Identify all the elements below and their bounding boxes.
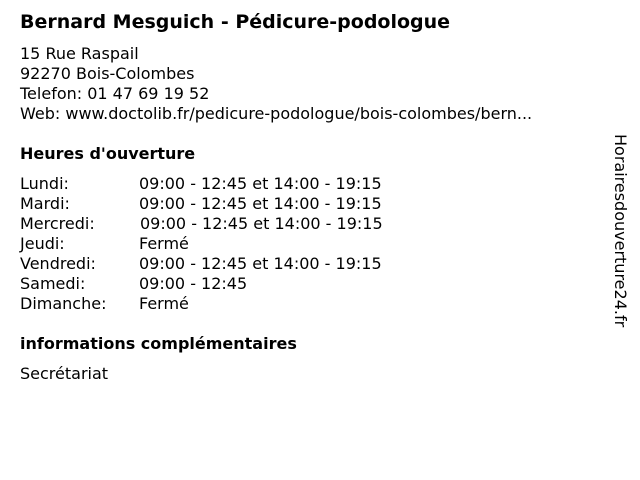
additional-info-text: Secrétariat	[20, 364, 109, 383]
day-label: Vendredi:	[20, 254, 96, 273]
website-link[interactable]: Web: www.doctolib.fr/pedicure-podologue/bois-colombes/bern...	[20, 104, 533, 123]
day-label: Samedi:	[20, 274, 86, 293]
time-range: 09:00 - 12:45 et 14:00 - 19:15	[139, 194, 382, 213]
additional-info-heading: informations complémentaires	[20, 334, 297, 353]
address-street: 15 Rue Raspail	[20, 44, 139, 63]
page-title: Bernard Mesguich - Pédicure-podologue	[20, 11, 451, 33]
time-range: 09:00 - 12:45	[139, 274, 248, 293]
day-label: Mardi:	[20, 194, 70, 213]
side-brand-label: Horairesdouverture24.fr	[611, 134, 630, 328]
day-label: Lundi:	[20, 174, 69, 193]
time-range: Fermé	[139, 234, 189, 253]
time-range: Fermé	[139, 294, 189, 313]
contact-block	[20, 44, 532, 124]
time-range: 09:00 - 12:45 et 14:00 - 19:15	[139, 174, 382, 193]
phone-number: Telefon: 01 47 69 19 52	[20, 84, 210, 103]
opening-hours-heading: Heures d'ouverture	[20, 144, 196, 163]
address-city: 92270 Bois-Colombes	[20, 64, 195, 83]
day-label: Dimanche:	[20, 294, 107, 313]
time-range: 09:00 - 12:45 et 14:00 - 19:15	[139, 254, 382, 273]
day-label: Mercredi:	[20, 214, 95, 233]
side-brand	[610, 134, 630, 344]
time-range: 09:00 - 12:45 et 14:00 - 19:15	[140, 214, 383, 233]
day-label: Jeudi:	[20, 234, 65, 253]
